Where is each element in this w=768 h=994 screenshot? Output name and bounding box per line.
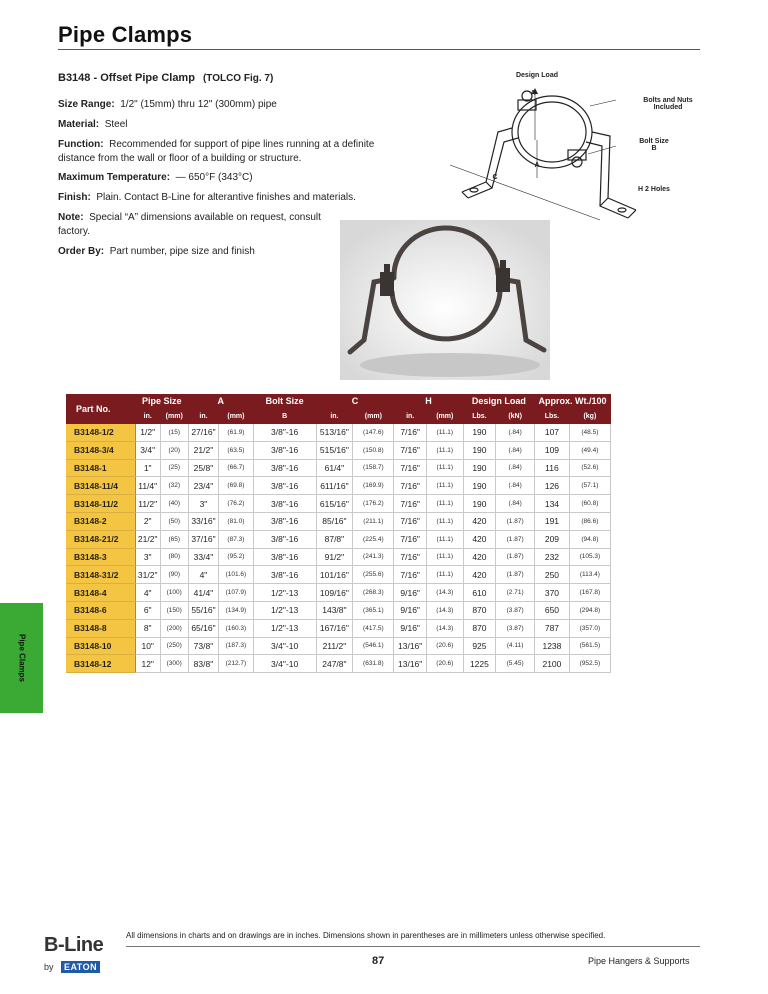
spec-size-range [58,98,388,112]
value-cell: 3/8"-16 [253,424,316,441]
part-number-cell: B3148-4 [66,584,135,602]
metric-cell: (200) [160,619,188,637]
header-design-load: Design Load [463,394,534,408]
footer-divider [126,946,700,947]
metric-cell: (76.2) [219,495,254,513]
value-cell: 1/2"-13 [253,584,316,602]
metric-cell: (101.6) [219,566,254,584]
value-cell: 31/2" [135,566,160,584]
metric-cell: (225.4) [353,530,394,548]
metric-cell: (417.5) [353,619,394,637]
value-cell: 55/16" [188,601,218,619]
metric-cell: (11.1) [426,512,463,530]
value-cell: 33/4" [188,548,218,566]
table-row [66,566,611,584]
header-h: H [394,394,463,408]
header-c: C [316,394,394,408]
metric-cell: (.84) [496,495,535,513]
metric-cell: (11.1) [426,424,463,441]
value-cell: 247/8" [316,655,353,673]
value-cell: 27/16" [188,424,218,441]
part-number-cell: B3148-10 [66,637,135,655]
value-cell: 7/16" [394,530,426,548]
value-cell: 1/2"-13 [253,619,316,637]
value-cell: 126 [535,477,570,495]
value-cell: 37/16" [188,530,218,548]
value-cell: 515/16" [316,441,353,459]
value-cell: 7/16" [394,477,426,495]
metric-cell: (.84) [496,459,535,477]
metric-cell: (167.8) [569,584,610,602]
product-name: B3148 - Offset Pipe Clamp [58,72,195,84]
value-cell: 7/16" [394,495,426,513]
value-cell: 134 [535,495,570,513]
eaton-logo: EATON [61,961,100,973]
part-number-cell: B3148-3 [66,548,135,566]
value-cell: 211/2" [316,637,353,655]
metric-cell: (80) [160,548,188,566]
metric-cell: (81.0) [219,512,254,530]
value-cell: 21/2" [135,530,160,548]
value-cell: 925 [463,637,495,655]
subheader-cell: (kN) [496,408,535,424]
metric-cell: (365.1) [353,601,394,619]
metric-cell: (.84) [496,477,535,495]
brand-by: by [44,962,54,972]
metric-cell: (11.1) [426,530,463,548]
value-cell: 420 [463,512,495,530]
table-row [66,424,611,441]
metric-cell: (32) [160,477,188,495]
metric-cell: (11.1) [426,477,463,495]
table-body [66,424,611,673]
metric-cell: (94.8) [569,530,610,548]
value-cell: 615/16" [316,495,353,513]
subheader-cell: in. [316,408,353,424]
value-cell: 3/8"-16 [253,495,316,513]
spec-function [58,138,388,166]
subheader-cell: (mm) [160,408,188,424]
value-cell: 107 [535,424,570,441]
spec-max-temp [58,171,388,185]
metric-cell: (357.0) [569,619,610,637]
table-subheader-row [66,408,611,424]
spec-material [58,118,388,132]
value-cell: 3/8"-16 [253,548,316,566]
value-cell: 109 [535,441,570,459]
value-cell: 1238 [535,637,570,655]
metric-cell: (241.3) [353,548,394,566]
metric-cell: (50) [160,512,188,530]
value-cell: 2" [135,512,160,530]
subheader-cell: (mm) [219,408,254,424]
value-cell: 8" [135,619,160,637]
metric-cell: (.84) [496,424,535,441]
spec-order-by [58,245,388,259]
spec-note [58,211,328,239]
value-cell: 191 [535,512,570,530]
value-cell: 1" [135,459,160,477]
metric-cell: (63.5) [219,441,254,459]
part-number-cell: B3148-3/4 [66,441,135,459]
value-cell: 6" [135,601,160,619]
metric-cell: (212.7) [219,655,254,673]
metric-cell: (14.3) [426,619,463,637]
brand-logo [44,934,103,975]
page-title: Pipe Clamps [58,22,193,47]
metric-cell: (20) [160,441,188,459]
value-cell: 3/8"-16 [253,566,316,584]
value-cell: 87/8" [316,530,353,548]
metric-cell: (1.87) [496,512,535,530]
value-cell: 83/8" [188,655,218,673]
value-cell: 787 [535,619,570,637]
spec-label: Order By: [58,246,105,257]
metric-cell: (14.3) [426,601,463,619]
value-cell: 7/16" [394,441,426,459]
metric-cell: (294.8) [569,601,610,619]
header-a: A [188,394,253,408]
metric-cell: (107.9) [219,584,254,602]
value-cell: 12" [135,655,160,673]
spec-label: Size Range: [58,99,115,110]
spec-label: Finish: [58,192,91,203]
value-cell: 420 [463,530,495,548]
header-part-no: Part No. [66,394,135,424]
table-row [66,619,611,637]
metric-cell: (255.6) [353,566,394,584]
metric-cell: (147.6) [353,424,394,441]
metric-cell: (90) [160,566,188,584]
value-cell: 9/16" [394,601,426,619]
table-header-row [66,394,611,408]
metric-cell: (160.3) [219,619,254,637]
metric-cell: (11.1) [426,566,463,584]
spec-label: Note: [58,212,84,223]
metric-cell: (100) [160,584,188,602]
product-figure: (TOLCO Fig. 7) [202,73,274,84]
value-cell: 870 [463,619,495,637]
metric-cell: (169.9) [353,477,394,495]
spec-table [66,394,611,673]
table-row [66,548,611,566]
metric-cell: (69.8) [219,477,254,495]
metric-cell: (134.9) [219,601,254,619]
header-pipe-size: Pipe Size [135,394,188,408]
value-cell: 3" [188,495,218,513]
part-number-cell: B3148-31/2 [66,566,135,584]
value-cell: 85/16" [316,512,353,530]
value-cell: 1/2"-13 [253,601,316,619]
value-cell: 10" [135,637,160,655]
metric-cell: (20.6) [426,655,463,673]
value-cell: 33/16" [188,512,218,530]
value-cell: 370 [535,584,570,602]
product-title [58,72,273,84]
value-cell: 1/2" [135,424,160,441]
value-cell: 611/16" [316,477,353,495]
value-cell: 11/2" [135,495,160,513]
label-a-top: A [530,90,536,97]
subheader-cell: in. [188,408,218,424]
metric-cell: (2.71) [496,584,535,602]
table-row [66,601,611,619]
value-cell: 7/16" [394,548,426,566]
spec-value: Special “A” dimensions available on request, consult factory. [58,212,321,237]
metric-cell: (48.5) [569,424,610,441]
subheader-cell: in. [394,408,426,424]
table-row [66,441,611,459]
value-cell: 25/8" [188,459,218,477]
table-row [66,637,611,655]
value-cell: 420 [463,548,495,566]
metric-cell: (49.4) [569,441,610,459]
value-cell: 167/16" [316,619,353,637]
part-number-cell: B3148-2 [66,512,135,530]
value-cell: 190 [463,441,495,459]
metric-cell: (300) [160,655,188,673]
value-cell: 9/16" [394,584,426,602]
label-h: H 2 Holes [638,186,670,193]
value-cell: 4" [188,566,218,584]
metric-cell: (561.5) [569,637,610,655]
subheader-cell: Lbs. [535,408,570,424]
value-cell: 13/16" [394,655,426,673]
value-cell: 232 [535,548,570,566]
value-cell: 3/8"-16 [253,459,316,477]
metric-cell: (40) [160,495,188,513]
metric-cell: (187.3) [219,637,254,655]
metric-cell: (61.9) [219,424,254,441]
table-row [66,477,611,495]
table-row [66,459,611,477]
metric-cell: (57.1) [569,477,610,495]
metric-cell: (65) [160,530,188,548]
part-number-cell: B3148-1 [66,459,135,477]
subheader-cell: in. [135,408,160,424]
value-cell: 650 [535,601,570,619]
value-cell: 513/16" [316,424,353,441]
brand-name: B-Line [44,934,104,956]
spec-value: — 650°F (343°C) [175,172,253,183]
label-a-mid: A [534,162,540,169]
page-number: 87 [372,955,385,967]
value-cell: 101/16" [316,566,353,584]
value-cell: 143/8" [316,601,353,619]
spec-value: 1/2" (15mm) thru 12" (300mm) pipe [120,99,277,110]
metric-cell: (150.8) [353,441,394,459]
value-cell: 3" [135,548,160,566]
section-side-tab-label: Pipe Clamps [17,633,27,683]
metric-cell: (52.6) [569,459,610,477]
spec-value: Plain. Contact B-Line for alterantive finishes and materials. [96,192,356,203]
value-cell: 3/8"-16 [253,512,316,530]
metric-cell: (11.1) [426,459,463,477]
part-number-cell: B3148-11/2 [66,495,135,513]
value-cell: 7/16" [394,424,426,441]
metric-cell: (1.87) [496,566,535,584]
value-cell: 7/16" [394,566,426,584]
subheader-cell: Lbs. [463,408,495,424]
spec-value: Part number, pipe size and finish [109,246,255,257]
metric-cell: (20.6) [426,637,463,655]
metric-cell: (250) [160,637,188,655]
footnote: All dimensions in charts and on drawings are in inches. Dimensions shown in parentheses are in millimeters unless otherwise specified. [126,931,606,940]
value-cell: 11/4" [135,477,160,495]
spec-label: Function: [58,139,104,150]
table-row [66,584,611,602]
part-number-cell: B3148-6 [66,601,135,619]
subheader-cell: (kg) [569,408,610,424]
metric-cell: (4.11) [496,637,535,655]
metric-cell: (150) [160,601,188,619]
metric-cell: (631.8) [353,655,394,673]
value-cell: 3/8"-16 [253,530,316,548]
value-cell: 3/4" [135,441,160,459]
subheader-cell: B [253,408,316,424]
product-photo [340,220,550,380]
value-cell: 21/2" [188,441,218,459]
value-cell: 190 [463,424,495,441]
part-number-cell: B3148-21/2 [66,530,135,548]
metric-cell: (3.87) [496,619,535,637]
footer-section-title: Pipe Hangers & Supports [588,956,690,966]
label-design-load: Design Load [515,72,558,79]
metric-cell: (176.2) [353,495,394,513]
label-bolt-size: Bolt Size B [639,138,669,152]
clamp-diagram [440,70,710,240]
label-c: C [492,174,498,181]
header-bolt-size: Bolt Size [253,394,316,408]
value-cell: 65/16" [188,619,218,637]
value-cell: 190 [463,495,495,513]
value-cell: 7/16" [394,459,426,477]
metric-cell: (11.1) [426,441,463,459]
metric-cell: (546.1) [353,637,394,655]
part-number-cell: B3148-11/4 [66,477,135,495]
part-number-cell: B3148-8 [66,619,135,637]
part-number-cell: B3148-1/2 [66,424,135,441]
value-cell: 61/4" [316,459,353,477]
metric-cell: (113.4) [569,566,610,584]
metric-cell: (25) [160,459,188,477]
value-cell: 91/2" [316,548,353,566]
metric-cell: (87.3) [219,530,254,548]
clamp-drawing [440,70,710,240]
metric-cell: (66.7) [219,459,254,477]
value-cell: 116 [535,459,570,477]
value-cell: 209 [535,530,570,548]
value-cell: 420 [463,566,495,584]
value-cell: 870 [463,601,495,619]
metric-cell: (952.5) [569,655,610,673]
part-number-cell: B3148-12 [66,655,135,673]
value-cell: 23/4" [188,477,218,495]
value-cell: 73/8" [188,637,218,655]
metric-cell: (211.1) [353,512,394,530]
value-cell: 9/16" [394,619,426,637]
value-cell: 109/16" [316,584,353,602]
metric-cell: (11.1) [426,548,463,566]
spec-label: Material: [58,119,100,130]
header-approx-wt: Approx. Wt./100 [535,394,611,408]
metric-cell: (60.8) [569,495,610,513]
metric-cell: (86.6) [569,512,610,530]
metric-cell: (14.3) [426,584,463,602]
title-divider [58,49,700,50]
table-row [66,655,611,673]
value-cell: 190 [463,477,495,495]
value-cell: 41/4" [188,584,218,602]
value-cell: 2100 [535,655,570,673]
value-cell: 4" [135,584,160,602]
spec-label: Maximum Temperature: [58,172,171,183]
value-cell: 190 [463,459,495,477]
value-cell: 610 [463,584,495,602]
metric-cell: (95.2) [219,548,254,566]
value-cell: 13/16" [394,637,426,655]
table-row [66,495,611,513]
spec-finish [58,191,388,205]
value-cell: 7/16" [394,512,426,530]
value-cell: 3/4"-10 [253,655,316,673]
value-cell: 250 [535,566,570,584]
metric-cell: (11.1) [426,495,463,513]
value-cell: 3/8"-16 [253,477,316,495]
clamp-photo-image [340,220,550,380]
metric-cell: (15) [160,424,188,441]
table-row [66,512,611,530]
metric-cell: (1.87) [496,530,535,548]
value-cell: 3/8"-16 [253,441,316,459]
metric-cell: (5.45) [496,655,535,673]
metric-cell: (105.3) [569,548,610,566]
spec-value: Recommended for support of pipe lines running at a definite distance from the wall or floor of a building or structure. [58,139,375,164]
metric-cell: (.84) [496,441,535,459]
spec-value: Steel [104,119,128,130]
label-bolts-nuts: Bolts and Nuts Included [643,97,693,111]
metric-cell: (268.3) [353,584,394,602]
table-row [66,530,611,548]
value-cell: 1225 [463,655,495,673]
metric-cell: (158.7) [353,459,394,477]
subheader-cell: (mm) [353,408,394,424]
metric-cell: (1.87) [496,548,535,566]
metric-cell: (3.87) [496,601,535,619]
subheader-cell: (mm) [426,408,463,424]
value-cell: 3/4"-10 [253,637,316,655]
